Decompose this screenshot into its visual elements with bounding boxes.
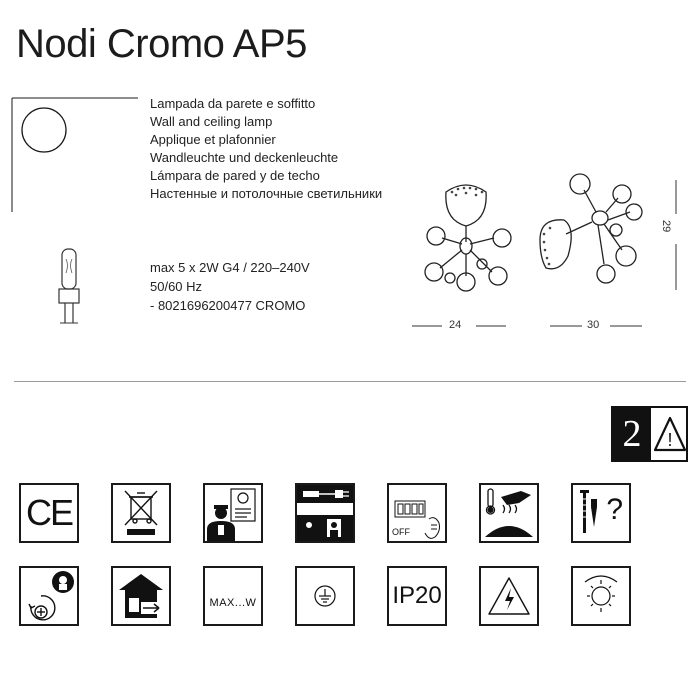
switch-off-power-icon	[387, 483, 447, 543]
warning-triangle-icon	[653, 414, 687, 454]
off-label: OFF	[392, 527, 410, 537]
max-wattage-icon	[203, 566, 263, 626]
height-dimension-line	[670, 178, 682, 298]
description-list	[150, 95, 382, 203]
description-en: Wall and ceiling lamp	[150, 114, 273, 129]
description-ru: Настенные и потолочные светильники	[150, 186, 383, 201]
wall-ceiling-mount-icon	[10, 96, 140, 214]
ce-mark-icon	[19, 483, 79, 543]
ce-text: CE	[25, 492, 72, 533]
earth-ground-icon	[295, 566, 355, 626]
description-de: Wandleuchte und deckenleuchte	[150, 150, 339, 165]
spec-code: - 8021696200477 CROMO	[150, 298, 306, 313]
class-2-warning-badge	[611, 406, 688, 462]
installer-certificate-icon	[203, 483, 263, 543]
mounting-hardware-icon	[571, 483, 631, 543]
spec-frequency: 50/60 Hz	[150, 279, 203, 294]
lamp-front-view-drawing	[410, 180, 520, 300]
warning-mark: !	[667, 430, 673, 450]
height-label: 29	[660, 220, 672, 233]
description-fr: Applique et plafonnier	[150, 132, 276, 147]
description-es: Lámpara de pared y de techo	[150, 168, 320, 183]
indoor-use-only-icon	[111, 566, 171, 626]
ip-rating-text: IP20	[392, 582, 442, 609]
front-width-label: 24	[449, 319, 462, 331]
question-mark: ?	[606, 493, 623, 526]
side-width-label: 30	[587, 319, 600, 331]
weee-bin-icon	[111, 483, 171, 543]
hot-surface-icon	[479, 483, 539, 543]
light-source-icon	[571, 566, 631, 626]
g4-bulb-icon	[54, 245, 84, 331]
unplug-before-service-icon	[295, 483, 355, 543]
spec-power: max 5 x 2W G4 / 220–240V	[150, 260, 310, 275]
ip-rating-icon	[387, 566, 447, 626]
class-number: 2	[613, 408, 651, 460]
description-it: Lampada da parete e soffitto	[150, 96, 316, 111]
page-title: Nodi Cromo AP5	[16, 22, 307, 66]
electrical-hazard-icon	[479, 566, 539, 626]
spec-list	[150, 258, 310, 315]
earth-connection-warning-icon	[19, 566, 79, 626]
max-wattage-text: MAX...W	[209, 597, 257, 609]
section-divider	[14, 381, 686, 382]
width-dimension-lines	[410, 318, 650, 336]
lamp-side-view-drawing	[530, 168, 660, 298]
